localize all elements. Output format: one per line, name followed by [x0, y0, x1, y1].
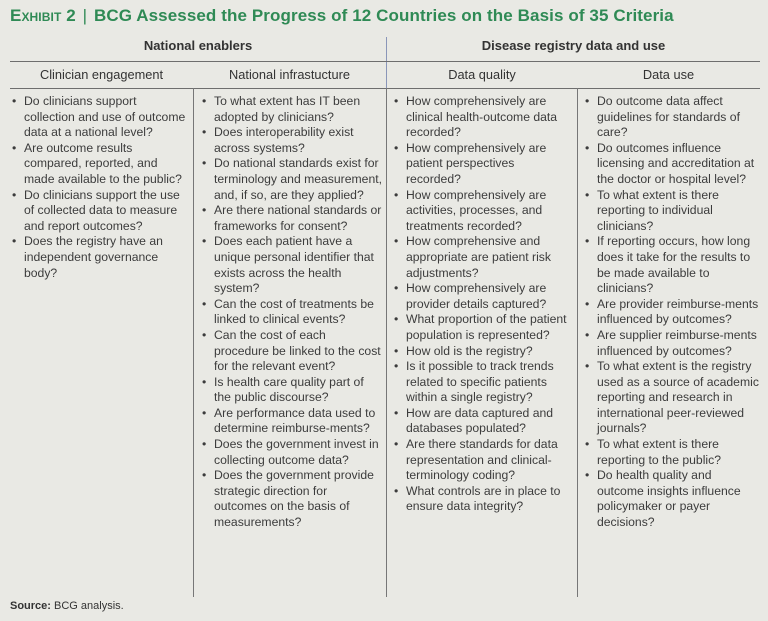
criterion-item: • How comprehensively are patient perspectives recorded?: [394, 141, 572, 188]
criterion-item: • Does the government invest in collecting outcome data?: [202, 437, 382, 468]
group-header-disease-registry: Disease registry data and use: [481, 38, 666, 53]
criterion-item: • What controls are in place to ensure data integrity?: [394, 484, 572, 515]
source-label: Source:: [10, 600, 51, 612]
criterion-item: • Does each patient have a unique personal identifier that exists across the health system?: [202, 234, 382, 296]
criterion-item: • Do national standards exist for terminology and measurement, and, if so, are they applied?: [202, 156, 382, 203]
column-data-quality: [394, 94, 572, 597]
column-national-infrastructure: [202, 94, 382, 597]
criterion-item: • Can the cost of each procedure be linked to the cost for the relevant event?: [202, 328, 382, 375]
criterion-item: • How comprehensively are provider details captured?: [394, 281, 572, 312]
criterion-item: • To what extent is there reporting to individual clinicians?: [585, 188, 761, 235]
criterion-item: • How comprehensively are clinical health-outcome data recorded?: [394, 94, 572, 141]
criterion-item: • Are there national standards or frameworks for consent?: [202, 203, 382, 234]
column-clinician-engagement: [12, 94, 188, 597]
criterion-item: • Is it possible to track trends related to specific patients within a single registry?: [394, 359, 572, 406]
rule-top: [10, 61, 760, 62]
column-data-use: [585, 94, 761, 597]
column-divider: [386, 88, 387, 597]
criterion-item: • Are outcome results compared, reported, and made available to the public?: [12, 141, 188, 188]
rule-header: [10, 88, 760, 89]
criterion-item: • To what extent is there reporting to the public?: [585, 437, 761, 468]
column-header-data-use: Data use: [642, 67, 695, 82]
source-text: BCG analysis.: [54, 600, 124, 612]
criterion-item: • How old is the registry?: [394, 344, 572, 360]
exhibit-label: Exhibit 2: [10, 6, 76, 25]
criterion-item: • Does the government provide strategic direction for outcomes on the basis of measurements?: [202, 468, 382, 530]
criterion-item: • Are performance data used to determine reimburse-ments?: [202, 406, 382, 437]
criterion-item: • To what extent has IT been adopted by clinicians?: [202, 94, 382, 125]
column-header-data-quality: Data quality: [448, 67, 516, 82]
criterion-item: • Do health quality and outcome insights influence policymaker or payer decisions?: [585, 468, 761, 530]
column-divider: [193, 88, 194, 597]
exhibit-heading: BCG Assessed the Progress of 12 Countries on the Basis of 35 Criteria: [93, 6, 674, 25]
column-header-national-infrastructure: National infrastucture: [229, 67, 350, 82]
exhibit-title: [10, 6, 760, 26]
criterion-item: • To what extent is the registry used as a source of academic reporting and research in international peer-reviewed journals?: [585, 359, 761, 437]
criterion-item: • Are provider reimburse-ments influenced by outcomes?: [585, 297, 761, 328]
criterion-item: • How comprehensive and appropriate are patient risk adjustments?: [394, 234, 572, 281]
criterion-item: • Are supplier reimburse-ments influenced by outcomes?: [585, 328, 761, 359]
criterion-item: • If reporting occurs, how long does it take for the results to be made available to clinicians?: [585, 234, 761, 296]
title-separator: |: [82, 6, 88, 25]
criterion-item: • Do outcomes influence licensing and accreditation at the doctor or hospital level?: [585, 141, 761, 188]
criterion-item: • How are data captured and databases populated?: [394, 406, 572, 437]
column-header-clinician-engagement: Clinician engagement: [39, 67, 164, 82]
group-header-national-enablers: National enablers: [143, 38, 253, 53]
criterion-item: • Do clinicians support the use of collected data to measure and report outcomes?: [12, 188, 188, 235]
criterion-item: • Does interoperability exist across systems?: [202, 125, 382, 156]
column-divider: [577, 88, 578, 597]
criterion-item: • Can the cost of treatments be linked to clinical events?: [202, 297, 382, 328]
criterion-item: • Is health care quality part of the public discourse?: [202, 375, 382, 406]
source-note: [10, 600, 124, 612]
criterion-item: • Do outcome data affect guidelines for standards of care?: [585, 94, 761, 141]
criterion-item: • What proportion of the patient population is represented?: [394, 312, 572, 343]
criterion-item: • Are there standards for data representation and clinical-terminology coding?: [394, 437, 572, 484]
criterion-item: • Does the registry have an independent governance body?: [12, 234, 188, 281]
criterion-item: • How comprehensively are activities, processes, and treatments recorded?: [394, 188, 572, 235]
criterion-item: • Do clinicians support collection and use of outcome data at a national level?: [12, 94, 188, 141]
